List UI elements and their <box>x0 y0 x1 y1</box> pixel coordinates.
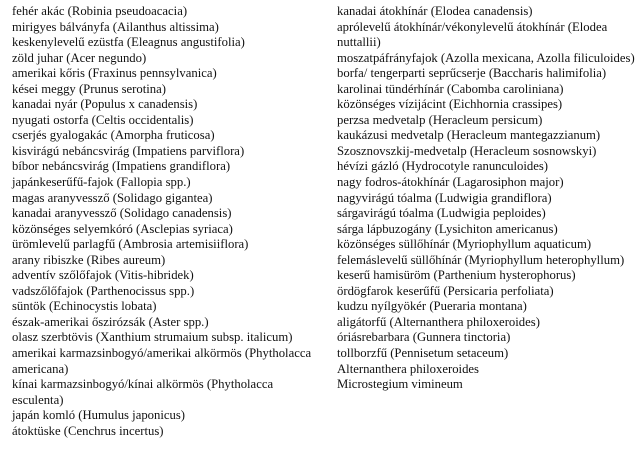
species-entry: kanadai aranyvessző (Solidago canadensis) <box>12 206 232 221</box>
species-entry: közönséges vízijácint (Eichhornia crassipes) <box>337 97 563 112</box>
species-entry: süntök (Echinocystis lobata) <box>12 299 157 314</box>
species-entry: keskenylevelű ezüstfa (Eleagnus angustifolia) <box>12 35 245 50</box>
species-entry: észak-amerikai őszirózsák (Aster spp.) <box>12 314 209 329</box>
species-entry: kudzu nyílgyökér (Pueraria montana) <box>337 299 527 314</box>
species-entry: kisvirágú nebáncsvirág (Impatiens parviflora) <box>12 143 245 158</box>
species-entry: amerikai karmazsinbogyó/amerikai alkörmös (Phytholacca americana) <box>12 346 312 376</box>
species-entry: Alternanthera philoxeroides <box>337 361 479 376</box>
species-entry: Szosznovszkij-medvetalp (Heracleum sosnowskyi) <box>337 143 597 158</box>
species-entry: cserjés gyalogakác (Amorpha fruticosa) <box>12 128 215 143</box>
species-entry: aprólevelű átokhínár/vékonylevelű átokhínár (Elodea nuttallii) <box>337 19 608 50</box>
species-entry: kanadai nyár (Populus x canadensis) <box>12 97 198 112</box>
species-entry: kései meggy (Prunus serotina) <box>12 81 166 96</box>
species-entry: nagyvirágú tóalma (Ludwigia grandiflora) <box>337 190 552 205</box>
species-entry: amerikai kőris (Fraxinus pennsylvanica) <box>12 66 217 81</box>
species-entry: arany ribiszke (Ribes aureum) <box>12 252 166 267</box>
species-entry: magas aranyvessző (Solidago gigantea) <box>12 190 213 205</box>
species-entry: keserű hamisüröm (Parthenium hysterophorus) <box>337 268 576 283</box>
species-entry: hévízi gázló (Hydrocotyle ranunculoides) <box>337 159 549 174</box>
species-entry: tollborzfű (Pennisetum setaceum) <box>337 346 509 361</box>
species-entry: sárgavirágú tóalma (Ludwigia peploides) <box>337 206 546 221</box>
species-entry: borfa/ tengerparti seprűcserje (Baccharis halimifolia) <box>337 66 607 81</box>
species-entry: moszatpáfrányfajok (Azolla mexicana, Azolla filiculoides) <box>337 50 635 65</box>
species-entry: japánkeserűfű-fajok (Fallopia spp.) <box>12 175 191 190</box>
species-entry: zöld juhar (Acer negundo) <box>12 50 147 65</box>
species-entry: ördögfarok keserűfű (Persicaria perfoliata) <box>337 283 554 298</box>
species-entry: Microstegium vimineum <box>337 377 463 392</box>
species-entry: felemáslevelű süllőhínár (Myriophyllum heterophyllum) <box>337 252 625 267</box>
species-entry: átoktüske (Cenchrus incertus) <box>12 423 164 438</box>
species-entry: bíbor nebáncsvirág (Impatiens grandiflora) <box>12 159 231 174</box>
right-column-list <box>337 4 637 393</box>
species-entry: adventív szőlőfajok (Vitis-hibridek) <box>12 268 194 283</box>
left-column-list <box>12 4 316 439</box>
species-entry: óriásrebarbara (Gunnera tinctoria) <box>337 330 511 345</box>
species-entry: közönséges süllőhínár (Myriophyllum aquaticum) <box>337 237 592 252</box>
species-entry: fehér akác (Robinia pseudoacacia) <box>12 4 188 18</box>
species-entry: kínai karmazsinbogyó/kínai alkörmös (Phytholacca esculenta) <box>12 377 274 407</box>
species-entry: nagy fodros-átokhínár (Lagarosiphon major) <box>337 175 564 190</box>
species-entry: japán komló (Humulus japonicus) <box>12 408 186 423</box>
species-entry: perzsa medvetalp (Heracleum persicum) <box>337 112 543 127</box>
species-entry: kanadai átokhínár (Elodea canadensis) <box>337 4 533 18</box>
species-entry: karolinai tündérhínár (Cabomba caroliniana) <box>337 81 564 96</box>
species-entry: sárga lápbuzogány (Lysichiton americanus) <box>337 221 558 236</box>
species-entry: aligátorfű (Alternanthera philoxeroides) <box>337 314 540 329</box>
species-entry: ürömlevelű parlagfű (Ambrosia artemisiiflora) <box>12 237 249 252</box>
species-entry: vadszőlőfajok (Parthenocissus spp.) <box>12 283 195 298</box>
species-entry: olasz szerbtövis (Xanthium strumaium subsp. italicum) <box>12 330 293 345</box>
species-entry: kaukázusi medvetalp (Heracleum mantegazzianum) <box>337 128 601 143</box>
species-entry: nyugati ostorfa (Celtis occidentalis) <box>12 112 194 127</box>
species-entry: közönséges selyemkóró (Asclepias syriaca) <box>12 221 233 236</box>
species-entry: mirigyes bálványfa (Ailanthus altissima) <box>12 19 219 34</box>
